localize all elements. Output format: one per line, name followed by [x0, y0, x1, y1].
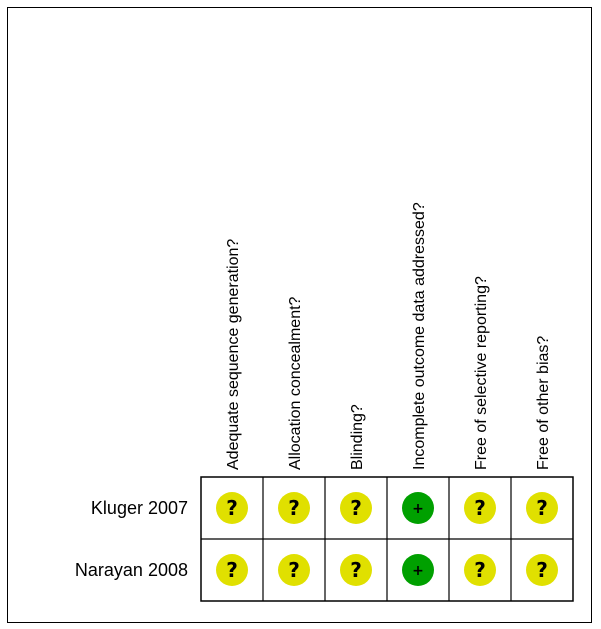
mark-symbol-r1-c2: ?: [288, 496, 300, 520]
mark-symbol-r1-c5: ?: [474, 496, 486, 520]
column-header-3: Blinding?: [349, 404, 366, 470]
mark-symbol-r2-c6: ?: [536, 558, 548, 582]
mark-symbol-r2-c1: ?: [226, 558, 238, 582]
mark-symbol-r1-c1: ?: [226, 496, 238, 520]
column-header-1: Adequate sequence generation?: [225, 238, 242, 470]
column-header-5: Free of selective reporting?: [473, 276, 490, 470]
row-label-1: Kluger 2007: [90, 498, 188, 518]
mark-symbol-r1-c4: +: [412, 501, 424, 517]
mark-symbol-r2-c3: ?: [350, 558, 362, 582]
column-header-4: Incomplete outcome data addressed?: [411, 202, 428, 470]
mark-symbol-r2-c4: +: [412, 563, 424, 579]
mark-symbol-r1-c3: ?: [350, 496, 362, 520]
mark-symbol-r2-c2: ?: [288, 558, 300, 582]
column-header-6: Free of other bias?: [535, 335, 552, 470]
mark-symbol-r1-c6: ?: [536, 496, 548, 520]
column-header-2: Allocation concealment?: [287, 296, 304, 470]
row-label-2: Narayan 2008: [74, 560, 188, 580]
mark-symbol-r2-c5: ?: [474, 558, 486, 582]
